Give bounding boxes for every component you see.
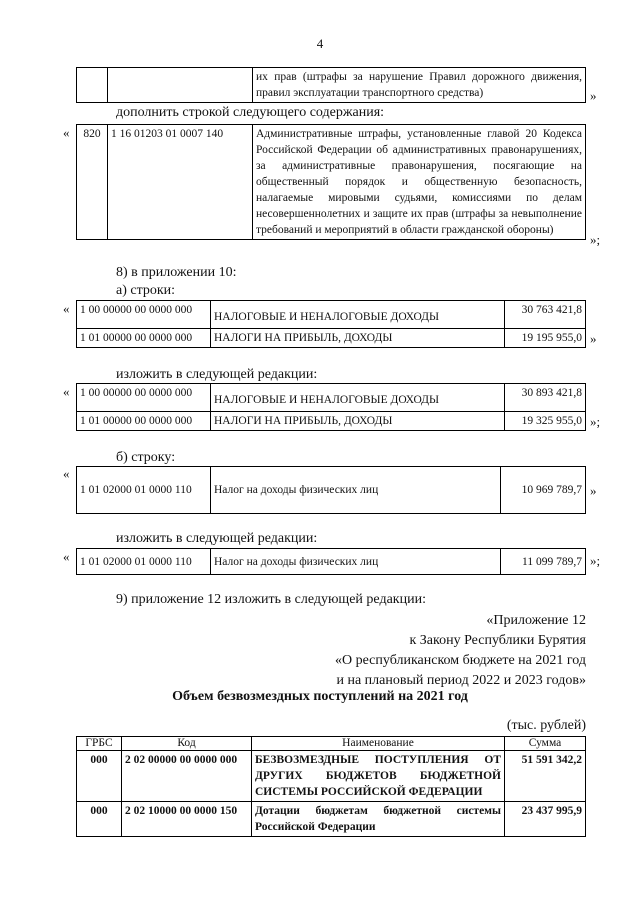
code-cell: 1 01 00000 00 0000 000 [77, 412, 211, 431]
name-cell: НАЛОГИ НА ПРИБЫЛЬ, ДОХОДЫ [211, 329, 505, 348]
description-cell: Административные штрафы, установленные главой 20 Кодекса Российской Федерации об административных правонарушениях, за административные правонарушения, посягающие на общественный порядок и общественную безопасность, налагаемые мировыми судьями, комиссиями по делам несовершеннолетних и защите их прав (штрафы за невыполнение требований и мероприятий в области гражданской обороны) [253, 125, 586, 240]
grants-table [76, 736, 586, 837]
appendix-line-2: к Закону Республики Бурятия [409, 633, 586, 648]
appendix-line-3: «О республиканском бюджете на 2021 год [335, 653, 586, 668]
section-8-heading: 8) в приложении 10: [116, 265, 237, 280]
name-cell: Дотации бюджетам бюджетной системы Российской Федерации [252, 802, 505, 837]
sum-cell: 30 893 421,8 [505, 384, 586, 412]
sum-cell: 30 763 421,8 [505, 301, 586, 329]
code-cell: 1 01 00000 00 0000 000 [77, 329, 211, 348]
name-cell: Налог на доходы физических лиц [211, 549, 501, 575]
edit-instruction: изложить в следующей редакции: [116, 367, 318, 382]
close-quote: »; [590, 232, 601, 247]
sum-cell: 10 969 789,7 [501, 467, 586, 514]
grbs-cell: 000 [77, 751, 122, 802]
new-ndfl-table [76, 548, 586, 575]
code-cell: 1 00 00000 00 0000 000 [77, 301, 211, 329]
sum-cell: 11 099 789,7 [501, 549, 586, 575]
name-cell: НАЛОГИ НА ПРИБЫЛЬ, ДОХОДЫ [211, 412, 505, 431]
name-cell: БЕЗВОЗМЕЗДНЫЕ ПОСТУПЛЕНИЯ ОТ ДРУГИХ БЮДЖЕТОВ БЮДЖЕТНОЙ СИСТЕМЫ РОССИЙСКОЙ ФЕДЕРАЦИИ [252, 751, 505, 802]
header-code: Код [122, 737, 252, 751]
appendix-line-4: и на плановый период 2022 и 2023 годов» [336, 673, 586, 688]
open-quote: « [63, 549, 70, 564]
document-title: Объем безвозмездных поступлений на 2021 год [172, 689, 468, 704]
close-quote: » [590, 331, 597, 346]
sum-cell: 51 591 342,2 [505, 751, 586, 802]
name-cell: НАЛОГОВЫЕ И НЕНАЛОГОВЫЕ ДОХОДЫ [211, 301, 505, 329]
sum-cell: 23 437 995,9 [505, 802, 586, 837]
code-cell: 1 00 00000 00 0000 000 [77, 384, 211, 412]
continuation-text: их прав (штрафы за нарушение Правил дорожного движения, правил эксплуатации транспортного средства) [253, 68, 586, 103]
close-quote: » [590, 88, 597, 103]
grbs-cell: 820 [77, 125, 108, 240]
added-row-table [76, 124, 586, 240]
close-quote: »; [590, 414, 601, 429]
edit-instruction: изложить в следующей редакции: [116, 531, 318, 546]
appendix-line-1: «Приложение 12 [486, 613, 586, 628]
sum-cell: 19 325 955,0 [505, 412, 586, 431]
open-quote: « [63, 384, 70, 399]
header-sum: Сумма [505, 737, 586, 751]
section-9-heading: 9) приложение 12 изложить в следующей редакции: [116, 592, 426, 607]
old-rows-table [76, 300, 586, 348]
add-line: дополнить строкой следующего содержания: [116, 105, 385, 120]
section-8a-heading: а) строки: [116, 283, 176, 298]
code-cell: 1 01 02000 01 0000 110 [77, 549, 211, 575]
old-ndfl-table [76, 466, 586, 514]
close-quote: »; [590, 553, 601, 568]
appendix-header [335, 611, 586, 691]
continuation-table [76, 67, 586, 103]
open-quote: « [63, 301, 70, 316]
code-cell: 1 01 02000 01 0000 110 [77, 467, 211, 514]
header-name: Наименование [252, 737, 505, 751]
table-row [77, 802, 586, 837]
name-cell: Налог на доходы физических лиц [211, 467, 501, 514]
code-cell: 2 02 00000 00 0000 000 [122, 751, 252, 802]
section-8b-heading: б) строку: [116, 450, 176, 465]
name-cell: НАЛОГОВЫЕ И НЕНАЛОГОВЫЕ ДОХОДЫ [211, 384, 505, 412]
page-number: 4 [316, 36, 324, 51]
table-row [77, 751, 586, 802]
close-quote: » [590, 483, 597, 498]
code-cell: 1 16 01203 01 0007 140 [108, 125, 253, 240]
new-rows-table [76, 383, 586, 431]
open-quote: « [63, 125, 70, 140]
header-grbs: ГРБС [77, 737, 122, 751]
grbs-cell: 000 [77, 802, 122, 837]
open-quote: « [63, 466, 70, 481]
code-cell: 2 02 10000 00 0000 150 [122, 802, 252, 837]
units-label: (тыс. рублей) [506, 718, 586, 733]
sum-cell: 19 195 955,0 [505, 329, 586, 348]
